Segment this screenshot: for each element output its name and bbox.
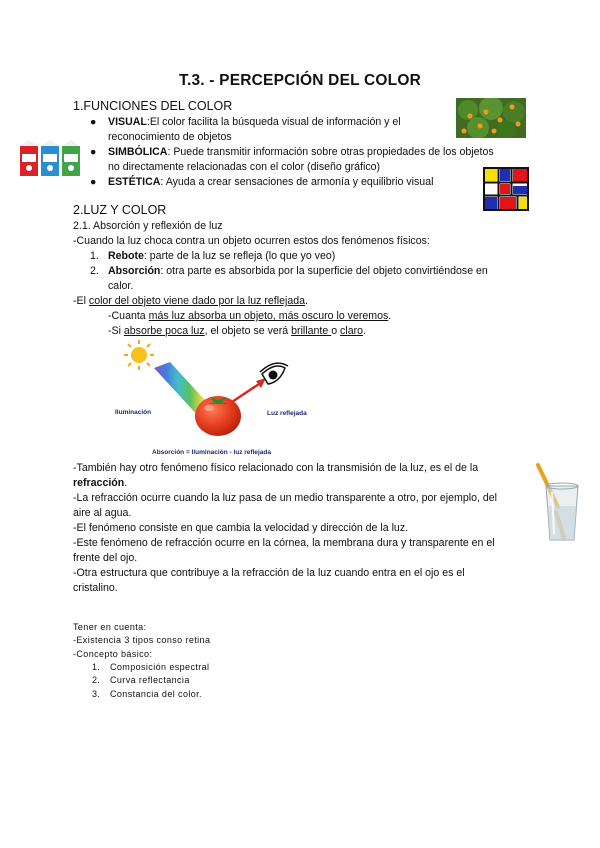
milk-cartons-image xyxy=(18,140,84,178)
reflected-light-arrow xyxy=(232,378,266,402)
refraction-line-2: -La refracción ocurre cuando la luz pasa de un medio transparente a otro, por ejemplo, del xyxy=(73,492,497,504)
text: -Cuanta xyxy=(108,310,149,322)
text: . xyxy=(124,477,128,489)
function-item-estetica xyxy=(90,175,528,190)
item-text: Constancia del color. xyxy=(110,688,202,699)
text: . xyxy=(388,310,392,322)
carton-red xyxy=(20,140,38,176)
desc: El color facilita la búsqueda visual de información y el xyxy=(149,116,401,128)
item-number: 2. xyxy=(92,675,101,686)
sep: : xyxy=(167,146,174,158)
refraction-line-4b: frente del ojo. xyxy=(73,552,138,564)
notes-item xyxy=(92,688,209,701)
text: , el objeto se verá xyxy=(204,325,292,337)
desc: : otra parte es absorbida por la superficie del objeto convirtiéndose en xyxy=(160,265,488,277)
item-number: 1. xyxy=(92,662,101,672)
section1-heading: 1.FUNCIONES DEL COLOR xyxy=(73,99,233,113)
page-title: T.3. - PERCEPCIÓN DEL COLOR xyxy=(179,72,421,89)
term: Rebote xyxy=(108,250,144,262)
diagram-caption: Absorción = Iluminación - luz reflejada xyxy=(152,449,272,456)
section2-heading: 2.LUZ Y COLOR xyxy=(73,203,167,217)
notes-line-2: -Concepto básico: xyxy=(73,648,153,659)
refraction-line-1b xyxy=(73,476,528,491)
notes-heading: Tener en cuenta: xyxy=(73,622,147,632)
label-reflected: Luz reflejada xyxy=(267,410,307,417)
color-object-line xyxy=(73,294,308,309)
underlined-text: más luz absorba un objeto, más oscuro lo veremos xyxy=(148,310,389,322)
text: o xyxy=(331,325,341,337)
item-number: 2. xyxy=(90,265,99,277)
desc: Puede transmitir información sobre otras propiedades de los objetos xyxy=(173,146,494,158)
section2-subheading: 2.1. Absorción y reflexión de luz xyxy=(73,220,223,232)
glass-with-pencil-image xyxy=(532,462,584,542)
notes-line-1: -Existencia 3 tipos conso retina xyxy=(73,635,211,646)
intro-text: -Cuando la luz choca contra un objeto ocurren estos dos fenómenos físicos: xyxy=(73,235,430,247)
sun-icon xyxy=(124,340,154,370)
text: . xyxy=(363,325,366,337)
refraction-line-1: -También hay otro fenómeno físico relacionado con la transmisión de la luz, es el de la xyxy=(73,462,479,474)
notes-list xyxy=(92,661,210,701)
absorb-less-line xyxy=(108,324,366,339)
term: Absorción xyxy=(108,265,161,277)
item-text: Composición espectral xyxy=(110,662,210,672)
carton-blue xyxy=(41,140,59,176)
underlined-text: color del objeto viene dado por la luz reflejada xyxy=(88,295,306,307)
phenomenon-rebote xyxy=(90,249,518,264)
bullet: ● xyxy=(90,116,97,128)
bold-term: refracción xyxy=(73,477,125,489)
desc: Ayuda a crear sensaciones de armonía y equilibrio visual xyxy=(165,176,434,188)
refraction-line-3: -El fenómeno consiste en que cambia la velocidad y dirección de la luz. xyxy=(73,522,409,534)
notes-item xyxy=(92,661,210,674)
reflection-diagram xyxy=(110,338,310,460)
term: SIMBÓLICA xyxy=(108,146,168,158)
text: -Si xyxy=(108,325,124,337)
desc: : parte de la luz se refleja (lo que yo veo) xyxy=(143,250,336,262)
carton-green xyxy=(62,140,80,176)
refraction-line-5: -Otra estructura que contribuye a la refracción de la luz cuando entra en el ojo es el xyxy=(73,567,465,579)
function-item-simbolica xyxy=(90,145,528,175)
mondrian-image xyxy=(483,167,529,211)
desc-cont: no directamente relacionadas con el color (diseño gráfico) xyxy=(108,161,381,173)
term: VISUAL xyxy=(108,116,147,128)
sep: : xyxy=(160,176,166,188)
phenomenon-absorcion xyxy=(90,264,518,294)
bullet: ● xyxy=(90,146,97,158)
absorb-more-line xyxy=(108,309,391,324)
orange-tree-image xyxy=(456,98,526,138)
desc-cont: reconocimiento de objetos xyxy=(108,131,232,143)
underlined-text: claro xyxy=(340,325,364,337)
underlined-text: brillante xyxy=(291,325,332,337)
notes-item xyxy=(92,674,209,687)
phenomena-list xyxy=(90,249,518,294)
refraction-line-4: -Este fenómeno de refracción ocurre en la córnea, la membrana dura y transparente en el xyxy=(73,537,495,549)
desc-cont: calor. xyxy=(108,280,134,292)
text: . xyxy=(305,295,308,307)
refraction-text xyxy=(73,461,528,596)
text: -El xyxy=(73,295,89,307)
refraction-line-5b: cristalino. xyxy=(73,582,118,594)
item-number: 3. xyxy=(92,688,101,699)
underlined-text: absorbe poca luz xyxy=(123,325,205,337)
item-number: 1. xyxy=(90,250,99,262)
item-text: Curva reflectancia xyxy=(110,675,190,686)
bullet: ● xyxy=(90,176,97,188)
sep: : xyxy=(146,116,150,128)
notes-block xyxy=(73,621,210,661)
term: ESTÉTICA xyxy=(108,176,161,188)
refraction-line-2b: aire al agua. xyxy=(73,507,132,519)
label-illumination: Iluminación xyxy=(115,409,152,416)
